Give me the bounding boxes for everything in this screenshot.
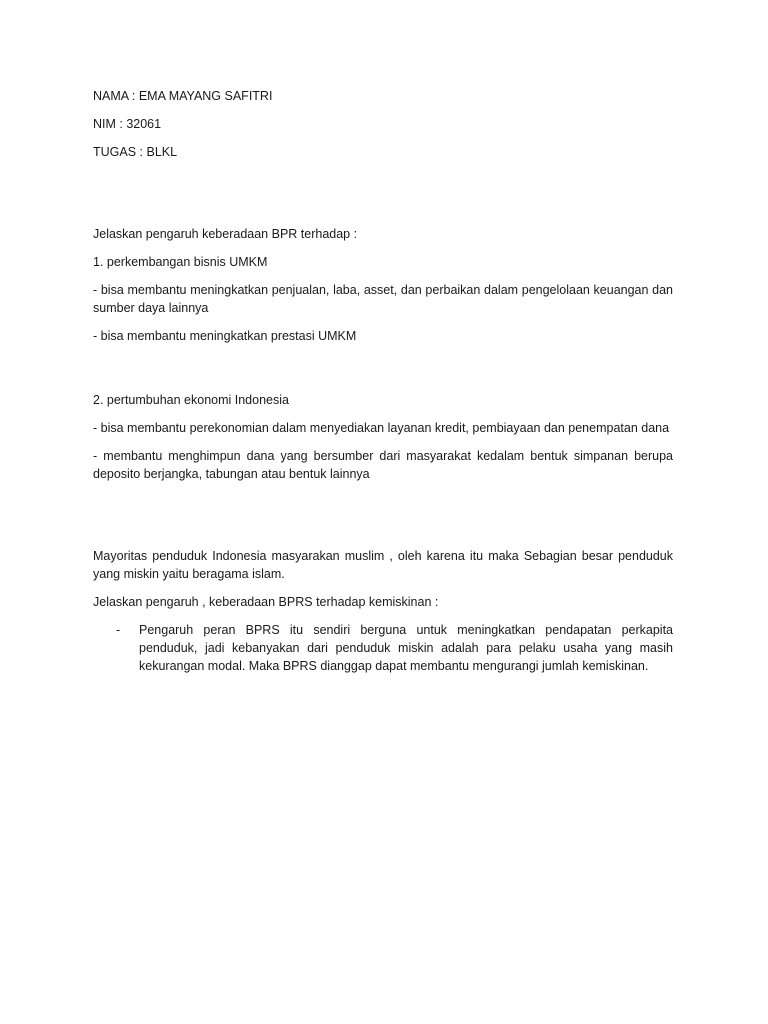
point1-title: 1. perkembangan bisnis UMKM [93, 255, 268, 269]
bullet-dash: - [116, 623, 121, 637]
answer-text: Pengaruh peran BPRS itu sendiri berguna untuk meningkatkan pendapatan perkapita penduduk, jadi kebanyakan dari penduduk miskin adalah para pelaku usaha yang masih kekurangan modal. Maka BPRS dianggap dapat membantu mengurangi jumlah kemiskinan. [139, 623, 673, 673]
document-body [93, 87, 673, 675]
answer-bullet [93, 621, 673, 675]
intro-paragraph: Mayoritas penduduk Indonesia masyarakan muslim , oleh karena itu maka Sebagian besar penduduk yang miskin yaitu beragama islam. [93, 549, 673, 581]
student-name: NAMA : EMA MAYANG SAFITRI [93, 89, 273, 103]
question-bprs: Jelaskan pengaruh , keberadaan BPRS terhadap kemiskinan : [93, 595, 439, 609]
point2-item: - bisa membantu perekonomian dalam menyediakan layanan kredit, pembiayaan dan penempatan dana [93, 421, 670, 435]
point2-title: 2. pertumbuhan ekonomi Indonesia [93, 393, 289, 407]
point2-item: - membantu menghimpun dana yang bersumber dari masyarakat kedalam bentuk simpanan berupa deposito berjangka, tabungan atau bentuk lainnya [93, 449, 673, 481]
student-nim: NIM : 32061 [93, 117, 162, 131]
point1-item: - bisa membantu meningkatkan prestasi UMKM [93, 329, 357, 343]
question-bpr: Jelaskan pengaruh keberadaan BPR terhadap : [93, 227, 358, 241]
assignment-title: TUGAS : BLKL [93, 145, 178, 159]
point1-item: - bisa membantu meningkatkan penjualan, laba, asset, dan perbaikan dalam pengelolaan keuangan dan sumber daya lainnya [93, 283, 673, 315]
